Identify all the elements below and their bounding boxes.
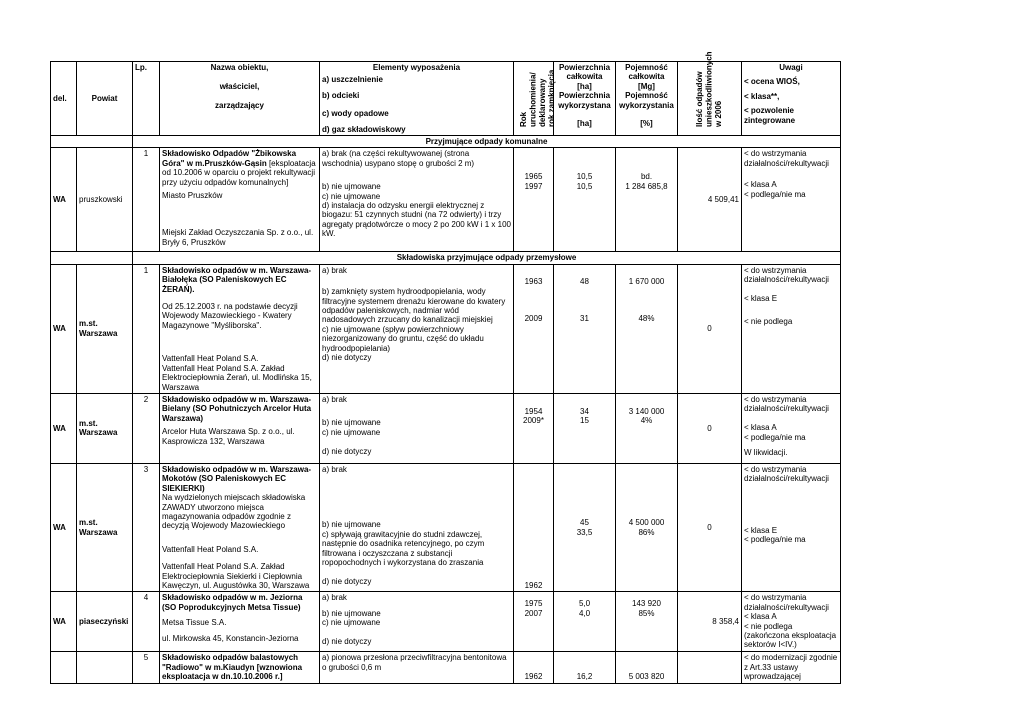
table-row <box>51 148 841 252</box>
notes-top: < do wstrzymania działalności/rekultywacji < klasa A < nie podlega (zakończona eksploatacja sektorów I<IV.) <box>744 593 837 650</box>
object-owner: Vattenfall Heat Poland S.A. <box>162 354 259 364</box>
element-bcd: b) nie ujmowane c) spływają grawitacyjnie do studni zdawczej, następnie do osadnika retencyjnego, po czym filtrowana i oczyszczana z substancji ropopochodnych i wykorzystana do zraszania d) nie dotyczy <box>322 520 485 586</box>
cell-elements <box>320 148 514 252</box>
object-name: Składowisko odpadów balastowych "Radiowo" w m.Kiaudyn [wznowiona eksploatacja w dn.10.10.2006 r.] <box>162 653 303 682</box>
table-row <box>51 393 841 463</box>
cell-name <box>160 264 320 393</box>
cell-elements <box>320 592 514 652</box>
cell-area: 10,5 10,5 <box>554 148 616 252</box>
notes-top: < do wstrzymania działalności/rekultywacji <box>744 149 829 168</box>
notes-bottom: W likwidacji. <box>744 447 788 457</box>
cell-year: 1962 <box>514 463 554 591</box>
cell-year: 1954 2009* <box>514 393 554 463</box>
cell-lp: 1 <box>133 148 160 252</box>
notes-bottom: < nie podlega <box>744 317 793 327</box>
header-name: Nazwa obiektu, właściciel, zarządzający <box>160 62 320 136</box>
element-bcd: b) nie ujmowane c) nie ujmowane d) nie dotyczy <box>322 418 381 456</box>
notes-bottom: < klasa E < podlega/nie ma <box>744 525 806 545</box>
cell-elements <box>320 264 514 393</box>
table-row <box>51 463 841 591</box>
element-a: a) brak <box>322 593 347 603</box>
notes-top: < do wstrzymania działalności/rekultywacji < klasa E <box>744 265 829 304</box>
notes-top: < do wstrzymania działalności/rekultywacji < klasa A < podlega/nie ma <box>744 394 829 442</box>
header-year: Rok uruchomienia/ deklarowany rok zamknięcia <box>514 62 554 136</box>
cell-del: WA <box>51 393 77 463</box>
header-waste: Ilość odpadów unieszkodliwionych w 2006 <box>678 62 742 136</box>
cell-year: 1965 1997 <box>514 148 554 252</box>
element-a: a) brak <box>322 394 347 404</box>
cell-capacity: 1 670 000 48% <box>616 264 678 393</box>
object-manager: ul. Mirkowska 45, Konstancin-Jeziorna <box>162 633 299 643</box>
object-name: Składowisko odpadów w m. Warszawa-Bielany (SO Pohutniczych Arcelor Huta Warszawa) <box>162 394 312 423</box>
element-a: a) brak <box>322 464 347 474</box>
cell-notes <box>742 463 841 591</box>
cell-area: 45 33,5 <box>554 463 616 591</box>
cell-capacity: 5 003 820 <box>616 652 678 683</box>
object-manager: Vattenfall Heat Poland S.A. Zakład Elektrociepłownia Żerań, ul. Modlińska 15, Warszawa <box>162 363 312 392</box>
landfill-table <box>50 51 841 684</box>
cell-waste: 4 509,41 <box>678 148 742 252</box>
section-industrial: Składowiska przyjmujące odpady przemysłowe <box>133 252 841 264</box>
header-elements <box>320 62 514 136</box>
cell-area: 34 15 <box>554 393 616 463</box>
header-notes-title: Uwagi <box>779 63 803 72</box>
element-bcd: b) zamknięty system hydroodpopielania, wody filtracyjne systemem drenażu kierowane do kwatery odpadów paleniskowych, nadmiar wód nadosadowych zrzucany do kanalizacji miejskiej c) nie ujmowane (spływ powierzchniowy niezorganizowany do gruntu, część do układu hydroodpopielania) d) nie dotyczy <box>322 287 506 363</box>
element-a: a) brak <box>322 265 347 275</box>
cell-capacity: bd. 1 284 685,8 <box>616 148 678 252</box>
cell-year: 1975 2007 <box>514 592 554 652</box>
cell-lp: 4 <box>133 592 160 652</box>
cell-powiat: m.st. Warszawa <box>77 264 133 393</box>
object-owner: Metsa Tissue S.A. <box>162 618 227 628</box>
section-municipal: Przyjmujące odpady komunalne <box>133 136 841 148</box>
cell-area: 16,2 <box>554 652 616 683</box>
cell-name <box>160 652 320 683</box>
cell-notes <box>742 393 841 463</box>
notes-top: < do modernizacji zgodnie z Art.33 ustawy wprowadzającej <box>744 653 838 682</box>
cell-name <box>160 463 320 591</box>
header-elements-d: d) gaz składowiskowy <box>322 124 406 134</box>
object-manager: Miejski Zakład Oczyszczania Sp. z o.o., ul. Bryły 6, Pruszków <box>162 228 314 247</box>
cell-waste: 0 <box>678 264 742 393</box>
header-row <box>51 62 841 136</box>
notes-bottom: < klasa A < podlega/nie ma <box>744 180 806 199</box>
cell-powiat: piaseczyński <box>77 592 133 652</box>
object-manager: Vattenfall Heat Poland S.A. Zakład Elektrociepłownia Siekierki i Ciepłownia Kawęczyn, ul. Augustówka 30, Warszawa <box>162 562 310 590</box>
cell-del: WA <box>51 592 77 652</box>
cell-del: WA <box>51 264 77 393</box>
cell-elements <box>320 393 514 463</box>
object-owner: Arcelor Huta Warszawa Sp. z o.o., ul. Kasprowicza 132, Warszawa <box>162 427 295 446</box>
cell-del: WA <box>51 148 77 252</box>
section-row-industrial <box>51 252 841 264</box>
notes-top: < do wstrzymania działalności/rekultywacji <box>744 464 829 484</box>
cell-powiat: m.st. Warszawa <box>77 463 133 591</box>
cell-area: 48 31 <box>554 264 616 393</box>
element-a: a) brak (na części rekultywowanej (strona wschodnia) usypano stopę o grubości 2 m) <box>322 149 475 168</box>
element-bcd: b) nie ujmowane c) nie ujmowane d) instalacja do odzysku energii elektrycznej z biogazu: 51 czynnych studni (na 72 odwierty) i trzy agregaty prądotwórcze o mocy 2 po 200 kW i 1 x 100 kW. <box>322 182 511 239</box>
element-a: a) pionowa przesłona przeciwfiltracyjna bentonitowa o grubości 0,6 m <box>322 653 507 672</box>
cell-notes <box>742 592 841 652</box>
cell-year: 1962 <box>514 652 554 683</box>
header-powiat: Powiat <box>77 62 133 136</box>
table-row <box>51 592 841 652</box>
cell-waste: 8 358,4 <box>678 592 742 652</box>
cell-area: 5,0 4,0 <box>554 592 616 652</box>
cell-name <box>160 393 320 463</box>
cell-lp: 2 <box>133 393 160 463</box>
header-elements-c: c) wody opadowe <box>322 109 389 119</box>
header-notes-pozwolenie: < pozwolenie zintegrowane <box>744 106 796 125</box>
object-note: [eksploatacja od 10.2006 w oparciu o projekt rekultywacji przy użyciu odpadów komunalnych] <box>162 158 316 187</box>
object-owner: Miasto Pruszków <box>162 191 223 201</box>
object-history: Na wydzielonych miejscach składowiska ZAWADY utworzono miejsca magazynowania odpadów zgodnie z decyzją Wojewody Mazowieckiego <box>162 493 306 531</box>
object-name: Składowisko odpadów w m. Warszawa-Mokotów (SO Paleniskowych EC SIEKIERKI) <box>162 464 312 493</box>
cell-del: WA <box>51 463 77 591</box>
cell-elements <box>320 463 514 591</box>
header-del: del. <box>51 62 77 136</box>
cell-name <box>160 148 320 252</box>
cell-name <box>160 592 320 652</box>
cell-capacity: 3 140 000 4% <box>616 393 678 463</box>
object-name: Składowisko odpadów w m. Warszawa-Białołęka (SO Paleniskowych EC ŻERAŃ). <box>162 265 312 294</box>
header-elements-b: b) odcieki <box>322 90 360 100</box>
cell-waste: 0 <box>678 463 742 591</box>
cell-lp: 1 <box>133 264 160 393</box>
header-lp: Lp. <box>133 62 160 136</box>
cell-elements <box>320 652 514 683</box>
element-bcd: b) nie ujmowane c) nie ujmowane d) nie dotyczy <box>322 608 381 646</box>
cell-notes <box>742 148 841 252</box>
object-name: Składowisko Odpadów "Żbikowska Góra" w m.Pruszków-Gąsin <box>162 149 297 168</box>
table-row <box>51 264 841 393</box>
section-row-municipal <box>51 136 841 148</box>
object-history: Od 25.12.2003 r. na podstawie decyzji Wojewody Mazowieckiego - Kwatery Magazynowe "Myśliborska". <box>162 302 298 330</box>
object-name: Składowisko odpadów w m. Jeziorna (SO Poprodukcyjnych Metsa Tissue) <box>162 593 303 612</box>
table-row <box>51 652 841 683</box>
header-notes-wios: < ocena WIOŚ, <box>744 77 800 87</box>
header-elements-title: Elementy wyposażenia <box>372 63 461 72</box>
cell-capacity: 4 500 000 86% <box>616 463 678 591</box>
cell-powiat: pruszkowski <box>77 148 133 252</box>
header-notes-klasa: < klasa**, <box>744 91 780 101</box>
header-notes <box>742 62 841 136</box>
cell-lp: 3 <box>133 463 160 591</box>
cell-powiat: m.st. Warszawa <box>77 393 133 463</box>
cell-notes <box>742 264 841 393</box>
cell-lp: 5 <box>133 652 160 683</box>
header-area: Powierzchnia całkowita [ha] Powierzchnia wykorzystana [ha] <box>554 62 616 136</box>
cell-year: 1963 2009 <box>514 264 554 393</box>
cell-notes <box>742 652 841 683</box>
header-elements-a: a) uszczelnienie <box>322 75 383 85</box>
object-owner: Vattenfall Heat Poland S.A. <box>162 544 259 554</box>
header-capacity: Pojemność całkowita [Mg] Pojemność wykorzystania [%] <box>616 62 678 136</box>
cell-waste: 0 <box>678 393 742 463</box>
cell-capacity: 143 920 85% <box>616 592 678 652</box>
